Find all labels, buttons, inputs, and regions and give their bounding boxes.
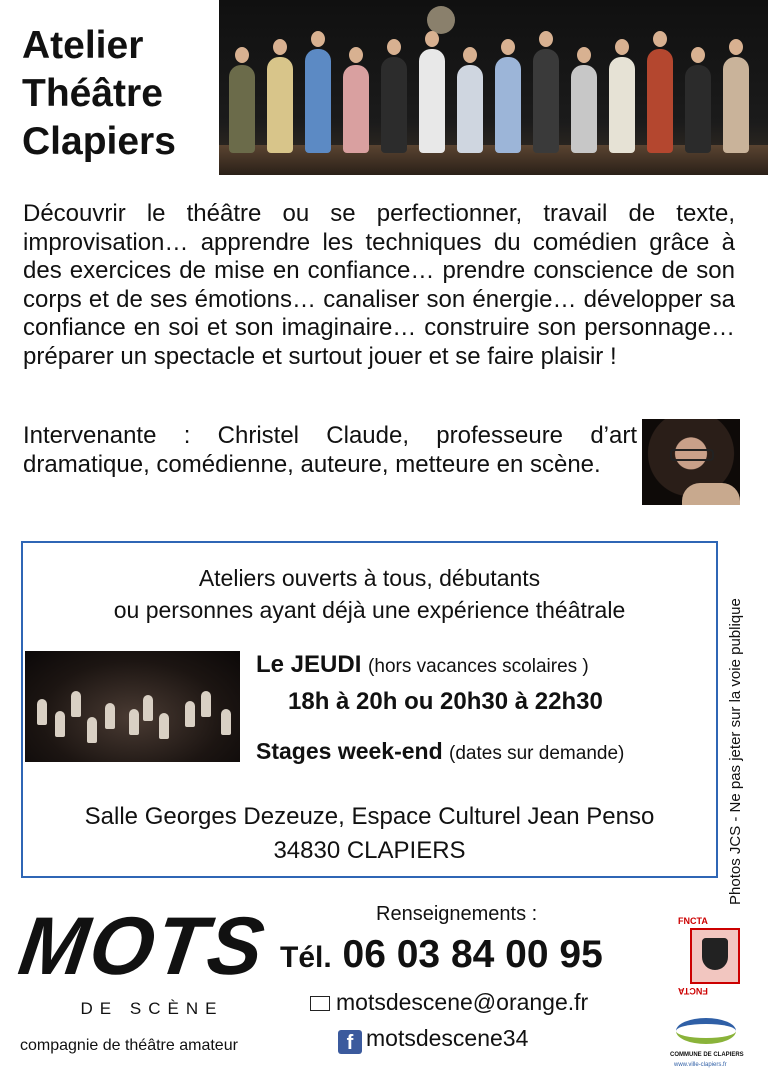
actor-figure [571,65,597,153]
schedule-day-label: Le JEUDI [256,651,362,678]
actor-head [501,39,515,55]
actor-head [577,47,591,63]
venue-line-1: Salle Georges Dezeuze, Espace Culturel Jean Penso [84,803,655,830]
facebook-link[interactable] [338,1025,528,1054]
page-title [22,22,212,166]
actor-figure [723,57,749,153]
envelope-icon [310,996,330,1011]
actor-head [387,39,401,55]
actor-head [349,47,363,63]
actor-figure [305,49,331,153]
actor-figure [609,57,635,153]
speaker-portrait [642,419,740,505]
open-line-1: Ateliers ouverts à tous, débutants [198,565,541,591]
schedule-hours: 18h à 20h ou 20h30 à 22h30 [288,688,603,715]
rehearsal-person [201,691,211,717]
actor-head [653,31,667,47]
company-logo [13,901,280,1054]
actor-head [691,47,705,63]
rehearsal-person [37,699,47,725]
actor-figure [381,57,407,153]
tel-prefix: Tél. [280,941,332,974]
logo-word: MOTS [13,901,272,992]
actor-figure [533,49,559,153]
commune-url: www.ville-clapiers.fr [674,1062,727,1068]
photo-credit: Photos JCS - Ne pas jeter sur la voie publique [727,598,744,905]
actor-figure [419,49,445,153]
commune-name: COMMUNE DE CLAPIERS [670,1052,744,1058]
stage-disc [427,6,455,34]
rehearsal-person [159,713,169,739]
contact-label: Renseignements : [376,903,538,925]
phone-digits: 06 03 84 00 95 [342,933,603,976]
portrait-glasses [670,449,714,461]
actor-head [615,39,629,55]
actor-figure [495,57,521,153]
email-text: motsdescene@orange.fr [336,989,589,1015]
rehearsal-person [185,701,195,727]
portrait-shoulder [682,483,740,505]
logo-subtitle: DE SCÈNE [80,999,224,1018]
schedule-day-note: (hors vacances scolaires ) [368,656,589,677]
stages-line [256,738,624,765]
open-line-2: ou personnes ayant déjà une expérience théâtrale [113,597,626,623]
actor-figure [267,57,293,153]
rehearsal-person [221,709,231,735]
rehearsal-person [71,691,81,717]
stage-photo [219,0,768,175]
actor-figure [343,65,369,153]
venue-line-2: 34830 CLAPIERS [273,837,466,864]
intro-paragraph: Découvrir le théâtre ou se perfectionner, travail de texte, improvisation… apprendre les techniques du comédien grâce à des exercices de mise en confiance… prendre conscience de son corps et de ses émotions… canaliser son énergie… développer sa confiance en soi et son imaginaire… construire son personnage… préparer un spectacle et surtout jouer et se faire plaisir ! [23,200,735,370]
commune-logo [668,1008,748,1078]
speaker-paragraph: Intervenante : Christel Claude, professeure d’art dramatique, comédienne, auteure, metteure en scène. [23,422,637,478]
actor-head [729,39,743,55]
fncta-label-bottom: FNCTA [678,986,708,996]
actor-head [539,31,553,47]
fncta-label-top: FNCTA [678,916,708,926]
actor-head [273,39,287,55]
actor-figure [229,65,255,153]
rehearsal-person [105,703,115,729]
rehearsal-person [143,695,153,721]
actor-figure [457,65,483,153]
actor-head [311,31,325,47]
facebook-text: motsdescene34 [366,1025,529,1051]
rehearsal-person [55,711,65,737]
actor-head [425,31,439,47]
actor-figure [685,65,711,153]
rehearsal-photo [25,651,240,762]
phone-number[interactable] [280,933,603,977]
rehearsal-person [129,709,139,735]
stages-note: (dates sur demande) [449,743,625,764]
logo-tagline: compagnie de théâtre amateur [20,1037,238,1054]
email-link[interactable] [310,989,588,1016]
title-line-2: Théâtre [22,72,163,115]
stages-label: Stages week-end [256,738,443,764]
facebook-icon: f [338,1030,362,1054]
rehearsal-person [87,717,97,743]
fncta-badge [690,928,740,984]
title-line-3: Clapiers [22,120,176,163]
actor-head [235,47,249,63]
fncta-logo [678,916,748,996]
title-line-1: Atelier [22,24,144,67]
commune-swoosh-icon [676,1018,736,1044]
schedule-day [256,651,589,679]
actor-figure [647,49,673,153]
actor-head [463,47,477,63]
theatre-mask-icon [702,938,728,970]
